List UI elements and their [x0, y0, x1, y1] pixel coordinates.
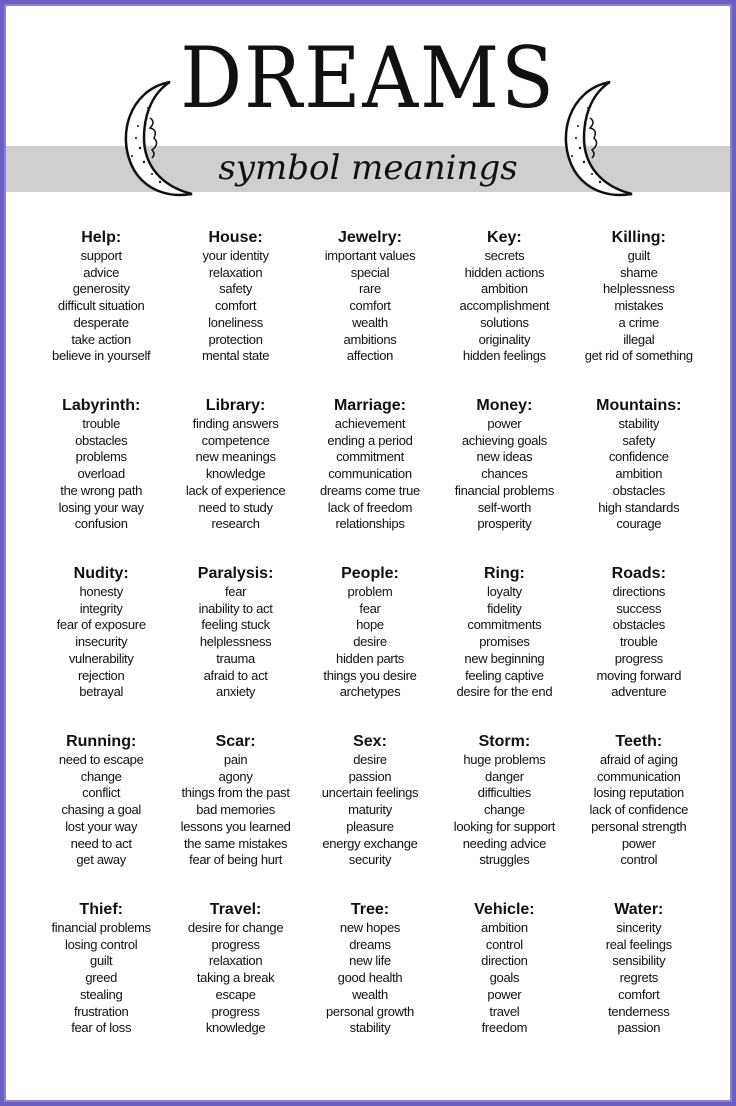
meaning-item: safety [622, 432, 656, 448]
meaning-item: hope [356, 617, 384, 633]
symbol-entry [168, 564, 302, 732]
symbol-entry [303, 564, 437, 732]
symbol-entry [168, 396, 302, 564]
meaning-list [168, 752, 302, 869]
symbol-name: People: [341, 565, 399, 582]
meaning-item: huge problems [463, 752, 546, 767]
symbol-entry [437, 228, 571, 396]
meaning-item: ambition [481, 281, 528, 297]
poster [4, 4, 732, 1102]
meaning-item: illegal [623, 331, 655, 347]
symbol-name: Key: [487, 229, 522, 246]
meaning-item: danger [485, 768, 524, 784]
page-title: DREAMS [180, 29, 556, 127]
meaning-list [34, 248, 168, 365]
meaning-item: accomplishment [459, 298, 550, 314]
meaning-item: passion [617, 1020, 661, 1036]
meaning-item: stability [349, 1020, 391, 1036]
meaning-item: adventure [611, 684, 667, 700]
meaning-item: losing your way [58, 499, 144, 515]
meaning-item: losing control [64, 936, 138, 952]
meaning-item: originality [478, 331, 531, 347]
meaning-item: affection [346, 348, 394, 364]
meaning-item: fear of exposure [56, 617, 146, 633]
meaning-item: good health [337, 970, 403, 986]
meaning-list [34, 584, 168, 701]
meaning-item: obstacles [75, 432, 128, 448]
crescent-moon-left-icon [110, 78, 200, 200]
meaning-item: new beginning [464, 650, 545, 666]
meaning-item: tenderness [608, 1003, 670, 1019]
meaning-item: dreams come true [320, 482, 420, 498]
meaning-item: lessons you learned [180, 818, 291, 834]
meaning-list [572, 584, 706, 701]
meaning-item: goals [489, 970, 520, 986]
meaning-item: comfort [349, 298, 391, 314]
meaning-item: safety [219, 281, 253, 297]
meaning-item: struggles [479, 852, 530, 868]
meaning-item: sincerity [616, 920, 662, 935]
meaning-item: new ideas [476, 449, 533, 465]
meaning-item: lack of freedom [327, 499, 413, 515]
symbol-entry [572, 564, 706, 732]
meaning-item: rare [359, 281, 381, 297]
meaning-item: believe in yourself [52, 348, 151, 364]
symbol-name: House: [208, 229, 263, 246]
meaning-item: financial problems [454, 482, 555, 498]
meaning-item: need to escape [58, 752, 144, 767]
meaning-item: special [350, 264, 390, 280]
meaning-item: vulnerability [68, 650, 134, 666]
symbol-grid [34, 228, 706, 1068]
symbol-entry [572, 732, 706, 900]
meaning-item: fear of loss [71, 1020, 132, 1036]
meaning-item: power [487, 416, 522, 431]
meaning-item: ambitions [343, 331, 397, 347]
meaning-item: feeling captive [465, 667, 544, 683]
meaning-item: comfort [618, 986, 660, 1002]
meaning-item: communication [328, 466, 412, 482]
meaning-item: shame [620, 264, 658, 280]
meaning-item: relaxation [208, 953, 263, 969]
meaning-item: travel [489, 1003, 520, 1019]
symbol-name: Library: [205, 397, 266, 414]
meaning-item: prosperity [477, 516, 532, 532]
meaning-item: courage [616, 516, 662, 532]
meaning-item: competence [201, 432, 270, 448]
meaning-item: secrets [484, 248, 525, 263]
meaning-item: wealth [352, 986, 388, 1002]
meaning-item: new life [349, 953, 391, 969]
meaning-item: helplessness [603, 281, 675, 297]
meaning-item: protection [208, 331, 263, 347]
meaning-list [437, 416, 571, 533]
meaning-list [168, 416, 302, 533]
meaning-item: achievement [334, 416, 406, 431]
meaning-list [34, 920, 168, 1037]
meaning-item: commitment [336, 449, 404, 465]
meaning-item: uncertain feelings [321, 785, 419, 801]
symbol-entry [303, 228, 437, 396]
symbol-name: Ring: [483, 565, 525, 582]
meaning-list [572, 248, 706, 365]
meaning-item: progress [211, 936, 260, 952]
symbol-name: Paralysis: [197, 565, 274, 582]
symbol-entry [34, 564, 168, 732]
meaning-item: needing advice [462, 835, 547, 851]
meaning-item: need to study [198, 499, 273, 515]
meaning-list [303, 416, 437, 533]
symbol-entry [437, 900, 571, 1068]
meaning-item: fidelity [487, 600, 522, 616]
meaning-item: things you desire [323, 667, 417, 683]
meaning-item: fear [224, 584, 247, 599]
meaning-item: get rid of something [584, 348, 693, 364]
meaning-item: dreams [349, 936, 391, 952]
meaning-item: ending a period [327, 432, 413, 448]
meaning-item: anxiety [216, 684, 256, 700]
meaning-item: directions [612, 584, 666, 599]
symbol-entry [34, 732, 168, 900]
meaning-item: chasing a goal [61, 802, 142, 818]
meaning-item: change [483, 802, 525, 818]
meaning-item: relationships [335, 516, 405, 532]
symbol-entry [303, 396, 437, 564]
meaning-item: obstacles [612, 617, 665, 633]
meaning-list [572, 752, 706, 869]
meaning-item: sensibility [612, 953, 666, 969]
symbol-name: Water: [614, 901, 664, 918]
meaning-item: mental state [201, 348, 270, 364]
symbol-name: Killing: [611, 229, 666, 246]
meaning-item: passion [348, 768, 392, 784]
symbol-name: Travel: [209, 901, 262, 918]
meaning-item: stealing [79, 986, 123, 1002]
meaning-item: conflict [82, 785, 121, 801]
meaning-item: problems [75, 449, 127, 465]
meaning-item: trouble [619, 634, 658, 650]
meaning-item: afraid of aging [599, 752, 678, 767]
meaning-list [303, 584, 437, 701]
meaning-list [303, 752, 437, 869]
meaning-list [168, 584, 302, 701]
meaning-item: greed [85, 970, 118, 986]
symbol-entry [34, 900, 168, 1068]
meaning-list [303, 248, 437, 365]
meaning-item: desire for change [187, 920, 284, 935]
symbol-name: Mountains: [596, 397, 682, 414]
meaning-item: hidden actions [464, 264, 545, 280]
meaning-item: self-worth [477, 499, 532, 515]
meaning-item: need to act [70, 835, 132, 851]
meaning-item: inability to act [198, 600, 273, 616]
meaning-item: afraid to act [203, 667, 268, 683]
meaning-item: obstacles [612, 482, 665, 498]
meaning-item: stability [618, 416, 660, 431]
symbol-entry [572, 228, 706, 396]
meaning-item: betrayal [79, 684, 124, 700]
meaning-list [437, 920, 571, 1037]
meaning-item: helplessness [199, 634, 272, 650]
meaning-item: financial problems [51, 920, 151, 935]
symbol-name: Money: [476, 397, 533, 414]
meaning-item: progress [211, 1003, 260, 1019]
meaning-list [168, 920, 302, 1037]
meaning-item: maturity [348, 802, 392, 818]
meaning-item: desire [353, 752, 387, 767]
symbol-name: Running: [66, 733, 137, 750]
meaning-item: desire [353, 634, 387, 650]
meaning-item: get away [76, 852, 127, 868]
meaning-item: guilt [627, 248, 650, 263]
meaning-item: archetypes [339, 684, 401, 700]
symbol-name: Help: [81, 229, 122, 246]
meaning-item: progress [614, 650, 663, 666]
symbol-entry [303, 900, 437, 1068]
meaning-item: finding answers [192, 416, 279, 431]
meaning-item: trauma [216, 650, 255, 666]
meaning-item: solutions [480, 314, 529, 330]
meaning-item: agony [218, 768, 253, 784]
meaning-item: lost your way [65, 818, 138, 834]
symbol-entry [168, 900, 302, 1068]
meaning-item: loyalty [487, 584, 522, 599]
meaning-item: comfort [214, 298, 257, 314]
meaning-item: loneliness [208, 314, 263, 330]
meaning-item: personal growth [325, 1003, 414, 1019]
meaning-item: support [80, 248, 122, 263]
symbol-name: Sex: [353, 733, 387, 750]
meaning-item: ambition [481, 920, 528, 935]
meaning-item: feeling stuck [201, 617, 270, 633]
meaning-item: confusion [74, 516, 128, 532]
symbol-entry [572, 900, 706, 1068]
symbol-name: Thief: [79, 901, 123, 918]
meaning-item: difficulties [477, 785, 532, 801]
meaning-item: pleasure [346, 818, 394, 834]
meaning-item: the wrong path [60, 482, 143, 498]
meaning-item: achieving goals [461, 432, 547, 448]
meaning-item: promises [479, 634, 530, 650]
meaning-item: fear of being hurt [189, 852, 283, 868]
meaning-item: hidden parts [336, 650, 404, 666]
symbol-entry [34, 396, 168, 564]
meaning-item: research [211, 516, 260, 532]
meaning-item: the same mistakes [183, 835, 288, 851]
meaning-item: losing reputation [593, 785, 684, 801]
symbol-name: Jewelry: [337, 229, 403, 246]
meaning-item: guilt [90, 953, 113, 969]
meaning-item: take action [71, 331, 131, 347]
meaning-item: moving forward [596, 667, 682, 683]
meaning-item: fear [359, 600, 381, 616]
meaning-item: desperate [73, 314, 129, 330]
meaning-item: generosity [72, 281, 130, 297]
meaning-item: confidence [608, 449, 669, 465]
meaning-item: control [485, 936, 523, 952]
meaning-item: wealth [352, 314, 388, 330]
meaning-item: mistakes [614, 298, 664, 314]
meaning-item: relaxation [208, 264, 263, 280]
meaning-item: frustration [73, 1003, 129, 1019]
meaning-item: lack of experience [185, 482, 286, 498]
meaning-list [437, 248, 571, 365]
symbol-entry [437, 564, 571, 732]
symbol-name: Tree: [350, 901, 390, 918]
meaning-item: communication [597, 768, 681, 784]
meaning-list [572, 920, 706, 1037]
meaning-item: change [80, 768, 122, 784]
meaning-item: commitments [467, 617, 542, 633]
meaning-item: control [620, 852, 658, 868]
symbol-entry [437, 396, 571, 564]
meaning-item: insecurity [75, 634, 128, 650]
meaning-list [34, 752, 168, 869]
meaning-item: success [616, 600, 662, 616]
meaning-item: knowledge [205, 1020, 266, 1036]
symbol-name: Labyrinth: [62, 397, 141, 414]
meaning-list [572, 416, 706, 533]
symbol-entry [303, 732, 437, 900]
symbol-name: Nudity: [73, 565, 129, 582]
meaning-item: hidden feelings [462, 348, 546, 364]
symbol-name: Vehicle: [474, 901, 535, 918]
page-subtitle: symbol meanings [218, 148, 518, 188]
meaning-item: looking for support [453, 818, 556, 834]
meaning-item: taking a break [196, 970, 275, 986]
meaning-item: your identity [202, 248, 269, 263]
meaning-item: things from the past [181, 785, 290, 801]
meaning-item: difficult situation [57, 298, 145, 314]
symbol-entry [572, 396, 706, 564]
meaning-item: freedom [481, 1020, 528, 1036]
meaning-item: security [348, 852, 392, 868]
meaning-list [303, 920, 437, 1037]
symbol-name: Marriage: [333, 397, 406, 414]
crescent-moon-right-icon [550, 78, 640, 200]
symbol-name: Storm: [478, 733, 531, 750]
meaning-list [437, 584, 571, 701]
meaning-item: overload [77, 466, 125, 482]
meaning-item: direction [481, 953, 528, 969]
meaning-list [168, 248, 302, 365]
meaning-item: power [621, 835, 656, 851]
meaning-list [34, 416, 168, 533]
meaning-item: knowledge [205, 466, 266, 482]
symbol-entry [437, 732, 571, 900]
symbol-name: Teeth: [615, 733, 663, 750]
meaning-item: problem [347, 584, 393, 599]
meaning-item: escape [215, 986, 256, 1002]
meaning-item: pain [223, 752, 248, 767]
meaning-item: chances [481, 466, 528, 482]
symbol-entry [168, 228, 302, 396]
meaning-item: important values [324, 248, 416, 263]
meaning-item: integrity [79, 600, 123, 616]
meaning-item: new hopes [339, 920, 401, 935]
meaning-item: trouble [82, 416, 121, 431]
meaning-list [437, 752, 571, 869]
meaning-item: ambition [615, 466, 663, 482]
symbol-entry [168, 732, 302, 900]
meaning-item: honesty [79, 584, 123, 599]
meaning-item: bad memories [196, 802, 275, 818]
meaning-item: personal strength [591, 818, 687, 834]
meaning-item: energy exchange [322, 835, 418, 851]
meaning-item: high standards [598, 499, 680, 515]
meaning-item: power [487, 986, 522, 1002]
symbol-name: Roads: [611, 565, 666, 582]
meaning-item: a crime [618, 314, 660, 330]
meaning-item: advice [83, 264, 120, 280]
symbol-entry [34, 228, 168, 396]
meaning-item: real feelings [605, 936, 672, 952]
meaning-item: lack of confidence [589, 802, 689, 818]
meaning-item: new meanings [195, 449, 276, 465]
meaning-item: rejection [77, 667, 125, 683]
symbol-name: Scar: [215, 733, 256, 750]
meaning-item: regrets [619, 970, 658, 986]
meaning-item: desire for the end [456, 684, 553, 700]
